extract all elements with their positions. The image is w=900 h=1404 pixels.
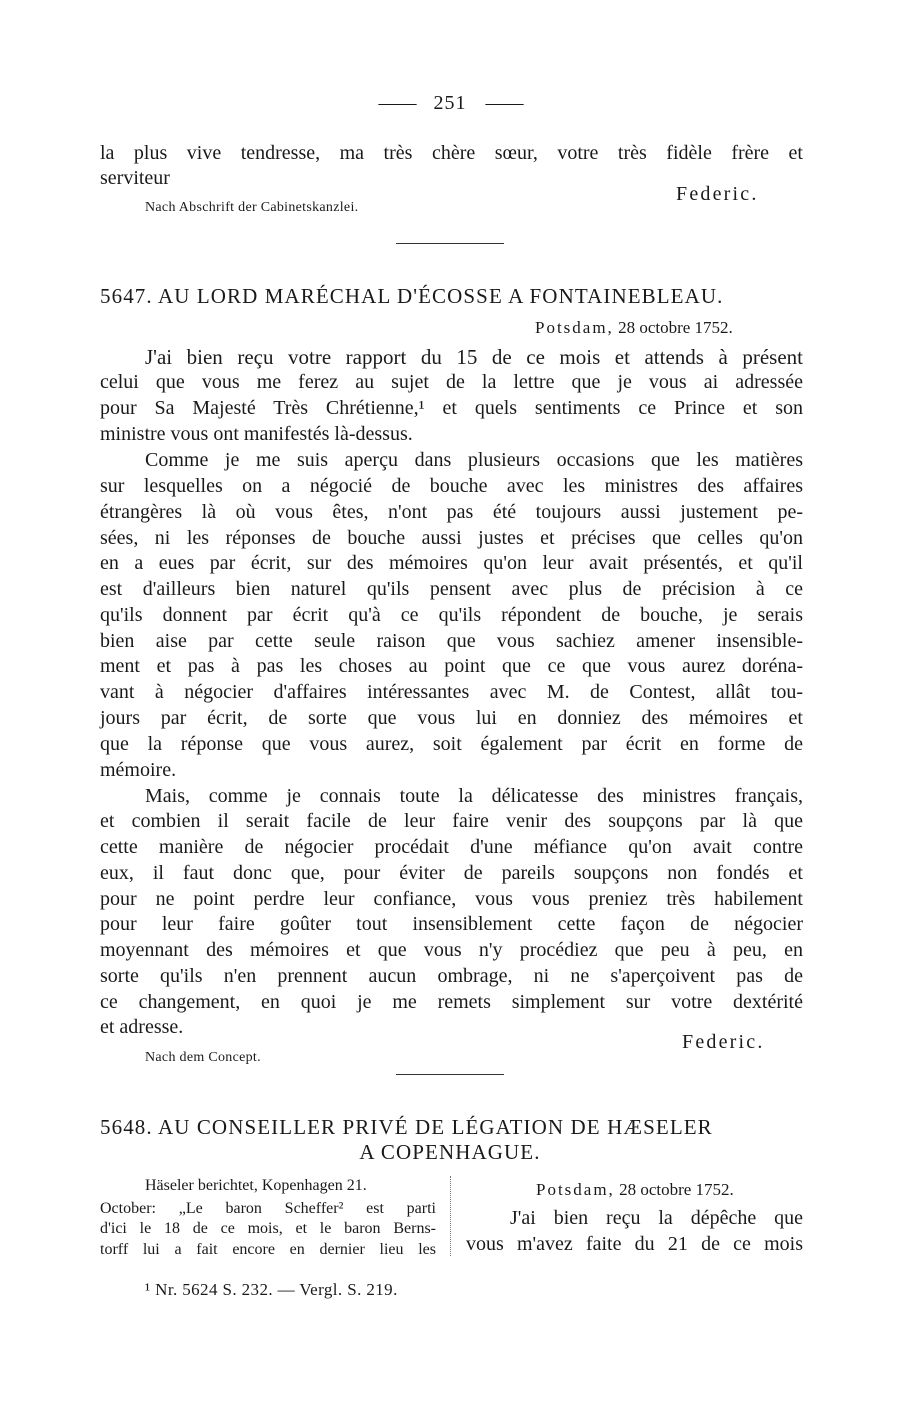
p1-line-1: J'ai bien reçu votre rapport du 15 de ce mois et attends à présent (145, 345, 803, 369)
p3-line-3: cette manière de négocier procédait d'une méfiance qu'on avait contre (100, 836, 803, 858)
p3-line-8: sorte qu'ils n'en prennent aucun ombrage, ni ne s'aperçoivent pas de (100, 965, 803, 987)
summary-line-3: d'ici le 18 de ce mois, et le baron Berns- (100, 1220, 436, 1237)
p3-line-5: pour ne point perdre leur confiance, vous vous preniez très habilement (100, 888, 803, 910)
letter-5647-signature: Federic. (682, 1031, 765, 1053)
page-header (0, 92, 900, 115)
right-col-line-2: vous m'avez faite du 21 de ce mois (466, 1233, 803, 1255)
p2-line-7: qu'ils donnent par écrit qu'à ce qu'ils répondent de bouche, je serais (100, 604, 803, 626)
p2-line-8: bien aise par cette seule raison que vous sachiez amener insensible- (100, 630, 803, 652)
letter-5647-source: Nach dem Concept. (145, 1050, 261, 1065)
p3-line-1: Mais, comme je connais toute la délicatesse des ministres français, (145, 785, 803, 807)
letter-5647-dateline (535, 318, 733, 338)
dateline-place: Potsdam, (535, 318, 614, 337)
header-dash-left: —— (378, 92, 415, 114)
column-separator (450, 1176, 451, 1256)
prev-letter-signature: Federic. (676, 183, 759, 205)
p3-line-9: ce changement, en quoi je me remets simplement sur votre dextérité (100, 991, 803, 1013)
footnote: ¹ Nr. 5624 S. 232. — Vergl. S. 219. (145, 1280, 398, 1299)
divider-rule (396, 243, 504, 244)
p2-line-12: que la réponse que vous aurez, soit également par écrit en forme de (100, 733, 803, 755)
p2-line-10: vant à négocier d'affaires intéressantes avec M. de Contest, allât tou- (100, 681, 803, 703)
p2-line-3: étrangères là où vous êtes, n'ont pas été toujours aussi justement pe- (100, 501, 803, 523)
p3-line-6: pour leur faire goûter tout insensiblement cette façon de négocier (100, 913, 803, 935)
letter-5647-heading: 5647. AU LORD MARÉCHAL D'ÉCOSSE A FONTAINEBLEAU. (100, 284, 724, 308)
p1-line-3: pour Sa Majesté Très Chrétienne,¹ et quels sentiments ce Prince et son (100, 397, 803, 419)
p2-line-5: en a eues par écrit, sur des mémoires qu'on leur avait présentés, et qu'il (100, 552, 803, 574)
dateline-5648-date: 28 octobre 1752. (619, 1180, 734, 1199)
letter-5648-dateline (536, 1180, 734, 1200)
prev-letter-line-1: la plus vive tendresse, ma très chère sœur, votre très fidèle frère et (100, 142, 803, 164)
p2-line-13: mémoire. (100, 759, 177, 781)
letter-5648-heading-line-1: 5648. AU CONSEILLER PRIVÉ DE LÉGATION DE HÆSELER (100, 1115, 713, 1139)
prev-letter-line-2: serviteur (100, 167, 170, 189)
p3-line-2: et combien il serait facile de leur faire venir des soupçons par là que (100, 810, 803, 832)
p2-line-11: jours par écrit, de sorte que vous lui en donniez des mémoires et (100, 707, 803, 729)
right-col-line-1: J'ai bien reçu la dépêche que (510, 1207, 803, 1229)
p3-line-7: moyennant des mémoires et que vous n'y procédiez que peu à peu, en (100, 939, 803, 961)
letter-5648-heading-line-2: A COPENHAGUE. (359, 1140, 541, 1164)
summary-line-1 (145, 1176, 437, 1195)
p2-line-6: est d'ailleurs bien naturel qu'ils pensent avec plus de précision à ce (100, 578, 803, 600)
p3-line-4: eux, il faut donc que, pour éviter de pareils soupçons non fondés et (100, 862, 803, 884)
p2-line-4: sées, ni les réponses de bouche aussi justes et précises que celles qu'on (100, 527, 803, 549)
p3-line-10: et adresse. (100, 1016, 184, 1038)
summary-text-1: Häseler berichtet, Kopenhagen 21. (145, 1177, 367, 1194)
p1-line-2: celui que vous me ferez au sujet de la lettre que je vous ai adressée (100, 371, 803, 393)
page-number: 251 (433, 92, 467, 114)
summary-line-2: October: „Le baron Scheffer² est parti (100, 1200, 436, 1217)
prev-letter-source: Nach Abschrift der Cabinetskanzlei. (145, 200, 359, 215)
summary-line-4: torff lui a fait encore en dernier lieu les (100, 1241, 436, 1258)
dateline-date: 28 octobre 1752. (618, 318, 733, 337)
p2-line-1: Comme je me suis aperçu dans plusieurs occasions que les matières (145, 449, 803, 471)
header-dash-right: —— (485, 92, 522, 114)
p2-line-9: ment et pas à pas les choses au point que ce que vous aurez doréna- (100, 655, 803, 677)
p1-line-4: ministre vous ont manifestés là-dessus. (100, 423, 413, 445)
p2-line-2: sur lesquelles on a négocié de bouche avec les ministres des affaires (100, 475, 803, 497)
divider-rule-2 (396, 1074, 504, 1075)
dateline-5648-place: Potsdam, (536, 1180, 615, 1199)
